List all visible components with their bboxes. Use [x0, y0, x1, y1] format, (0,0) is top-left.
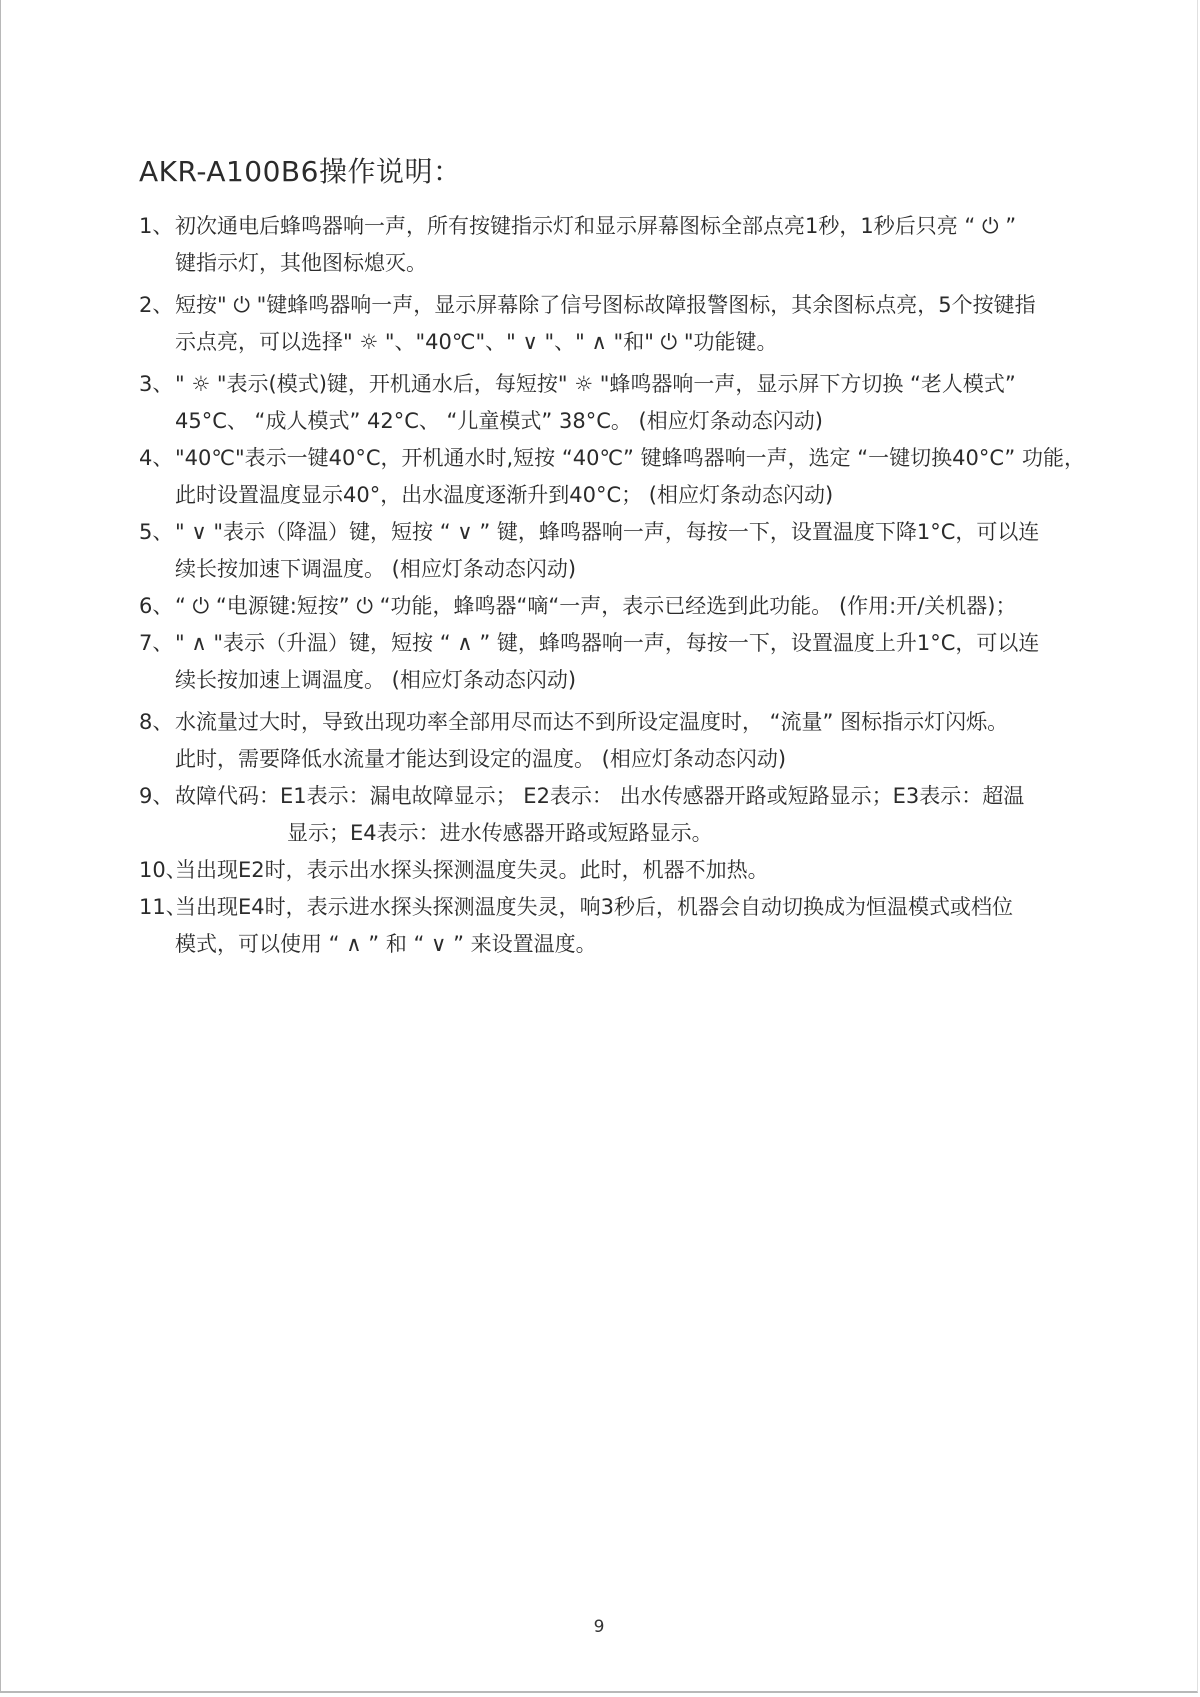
list-item [139, 440, 1119, 514]
item-text: “ ⏻ “电源键:短按” ⏻ “功能，蜂鸣器“嘀“一声，表示已经选到此功能。 (作用:开/关机器)； [175, 594, 1017, 618]
item-number: 1、 [139, 214, 174, 238]
item-text: 此时，需要降低水流量才能达到设定的温度。 (相应灯条动态闪动) [175, 747, 787, 771]
item-text: 续长按加速上调温度。 (相应灯条动态闪动) [175, 668, 577, 692]
item-text: " ∨ "表示（降温）键，短按 “ ∨ ” 键，蜂鸣器响一声，每按一下，设置温度下降1°C，可以连 [175, 520, 1040, 544]
instruction-list [139, 208, 1119, 963]
item-text: " ☼ "表示(模式)键，开机通水后，每短按" ☼ "蜂鸣器响一声，显示屏下方切换 “老人模式” [175, 372, 1016, 396]
item-text: 当出现E2时，表示出水探头探测温度失灵。此时，机器不加热。 [175, 858, 769, 882]
item-text: 此时设置温度显示40°，出水温度逐渐升到40°C； (相应灯条动态闪动) [175, 483, 834, 507]
item-number: 8、 [139, 710, 174, 734]
item-number: 9、 [139, 784, 174, 808]
item-text: 键指示灯，其他图标熄灭。 [175, 251, 427, 275]
list-item [139, 208, 1119, 282]
item-text: 短按" ⏻ "键蜂鸣器响一声，显示屏幕除了信号图标故障报警图标，其余图标点亮，5个按键指 [175, 293, 1036, 317]
list-item [139, 588, 1119, 625]
item-number: 11、 [139, 895, 187, 919]
page-number: 9 [593, 1617, 605, 1637]
item-number: 6、 [139, 594, 174, 618]
item-text: 当出现E4时，表示进水探头探测温度失灵，响3秒后，机器会自动切换成为恒温模式或档位 [175, 895, 1013, 919]
item-text: 示点亮，可以选择" ☼ "、"40℃"、" ∨ "、" ∧ "和" ⏻ "功能键。 [175, 330, 778, 354]
item-text: 水流量过大时，导致出现功率全部用尽而达不到所设定温度时， “流量” 图标指示灯闪烁。 [175, 710, 1009, 734]
item-text: 45°C、 “成人模式” 42°C、 “儿童模式” 38°C。 (相应灯条动态闪动) [175, 409, 823, 433]
page-title: AKR-A100B6操作说明： [139, 155, 462, 188]
list-item [139, 889, 1119, 963]
list-item [139, 778, 1119, 852]
item-number: 7、 [139, 631, 174, 655]
item-text: 显示；E4表示：进水传感器开路或短路显示。 [287, 821, 713, 845]
item-text: 续长按加速下调温度。 (相应灯条动态闪动) [175, 557, 577, 581]
list-item [139, 366, 1119, 440]
item-text: 模式，可以使用 “ ∧ ” 和 “ ∨ ” 来设置温度。 [175, 932, 597, 956]
item-text: 初次通电后蜂鸣器响一声，所有按键指示灯和显示屏幕图标全部点亮1秒，1秒后只亮 “ ⏻ ” [175, 214, 1017, 238]
item-text: 故障代码：E1表示：漏电故障显示； E2表示： 出水传感器开路或短路显示；E3表示：超温 [175, 784, 1025, 808]
list-item [139, 704, 1119, 778]
item-number: 3、 [139, 372, 174, 396]
list-item [139, 287, 1119, 361]
list-item [139, 852, 1119, 889]
item-text: " ∧ "表示（升温）键，短按 “ ∧ ” 键，蜂鸣器响一声，每按一下，设置温度上升1°C，可以连 [175, 631, 1040, 655]
item-text: "40℃"表示一键40°C，开机通水时,短按 “40℃” 键蜂鸣器响一声，选定 “一键切换40°C” 功能， [175, 446, 1085, 470]
list-item [139, 625, 1119, 699]
list-item [139, 514, 1119, 588]
item-number: 10、 [139, 858, 187, 882]
item-number: 5、 [139, 520, 174, 544]
item-number: 4、 [139, 446, 174, 470]
item-number: 2、 [139, 293, 174, 317]
